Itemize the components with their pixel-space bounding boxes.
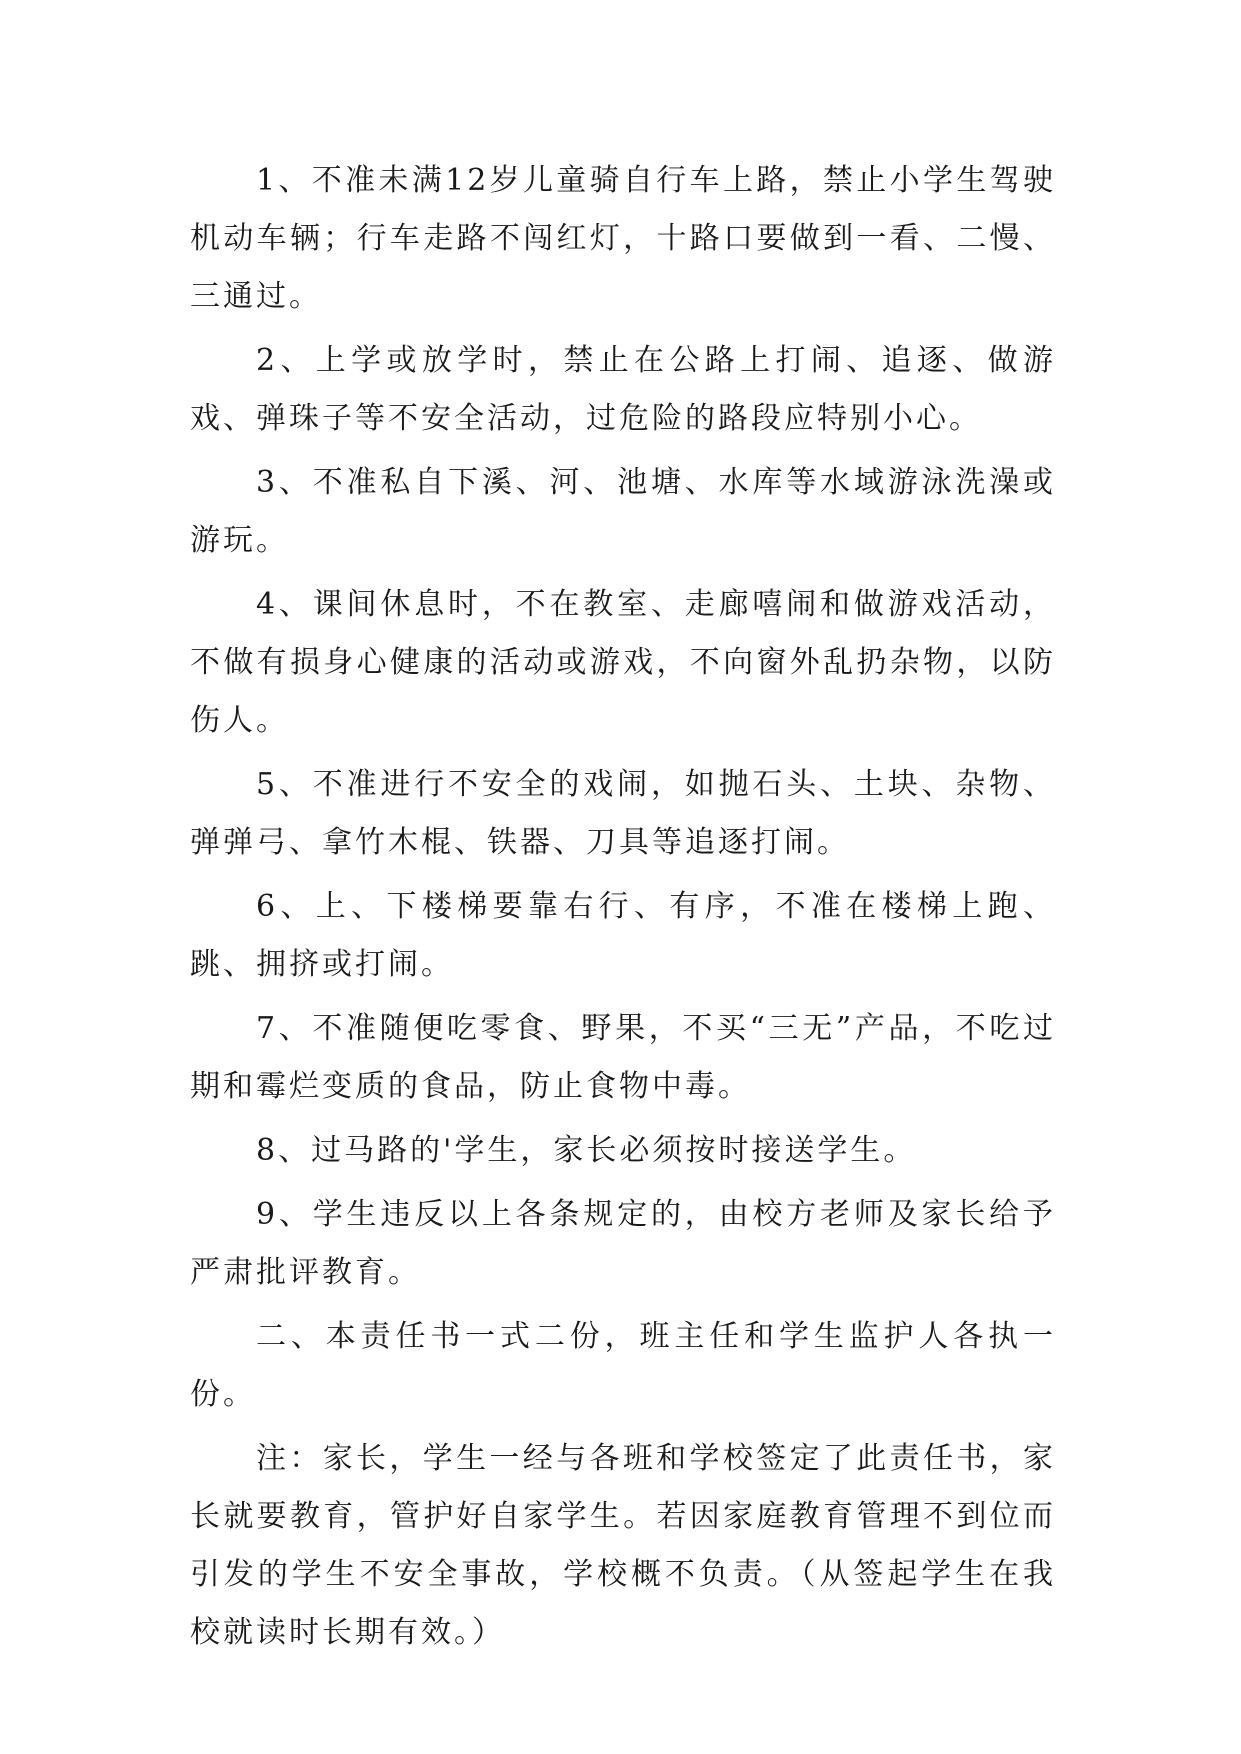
rule-1-paragraph: 1、不准未满12岁儿童骑自行车上路，禁止小学生驾驶机动车辆；行车走路不闯红灯，十路口要做到一看、二慢、三通过。 [190,163,1056,314]
rule-6-paragraph: 6、上、下楼梯要靠右行、有序，不准在楼梯上跑、跳、拥挤或打闹。 [190,889,1056,982]
rule-7-paragraph: 7、不准随便吃零食、野果，不买“三无”产品，不吃过期和霉烂变质的食品，防止食物中毒。 [190,1011,1056,1104]
note-paragraph: 注：家长，学生一经与各班和学校签定了此责任书，家长就要教育，管护好自家学生。若因家庭教育管理不到位而引发的学生不安全事故，学校概不负责。（从签起学生在我校就读时长期有效。） [190,1441,1056,1650]
rule-3-paragraph: 3、不准私自下溪、河、池塘、水库等水域游泳洗澡或游玩。 [190,465,1056,558]
document-body [190,152,1056,1662]
rule-9-paragraph: 9、学生违反以上各条规定的，由校方老师及家长给予严肃批评教育。 [190,1197,1056,1290]
copies-paragraph: 二、本责任书一式二份，班主任和学生监护人各执一份。 [190,1319,1056,1412]
rule-4-paragraph: 4、课间休息时，不在教室、走廊嘻闹和做游戏活动，不做有损身心健康的活动或游戏，不向窗外乱扔杂物，以防伤人。 [190,587,1056,738]
rule-8-paragraph: 8、过马路的'学生，家长必须按时接送学生。 [256,1133,917,1168]
rule-2-paragraph: 2、上学或放学时，禁止在公路上打闹、追逐、做游戏、弹珠子等不安全活动，过危险的路段应特别小心。 [190,343,1056,436]
rule-5-paragraph: 5、不准进行不安全的戏闹，如抛石头、土块、杂物、弹弹弓、拿竹木棍、铁器、刀具等追逐打闹。 [190,767,1056,860]
